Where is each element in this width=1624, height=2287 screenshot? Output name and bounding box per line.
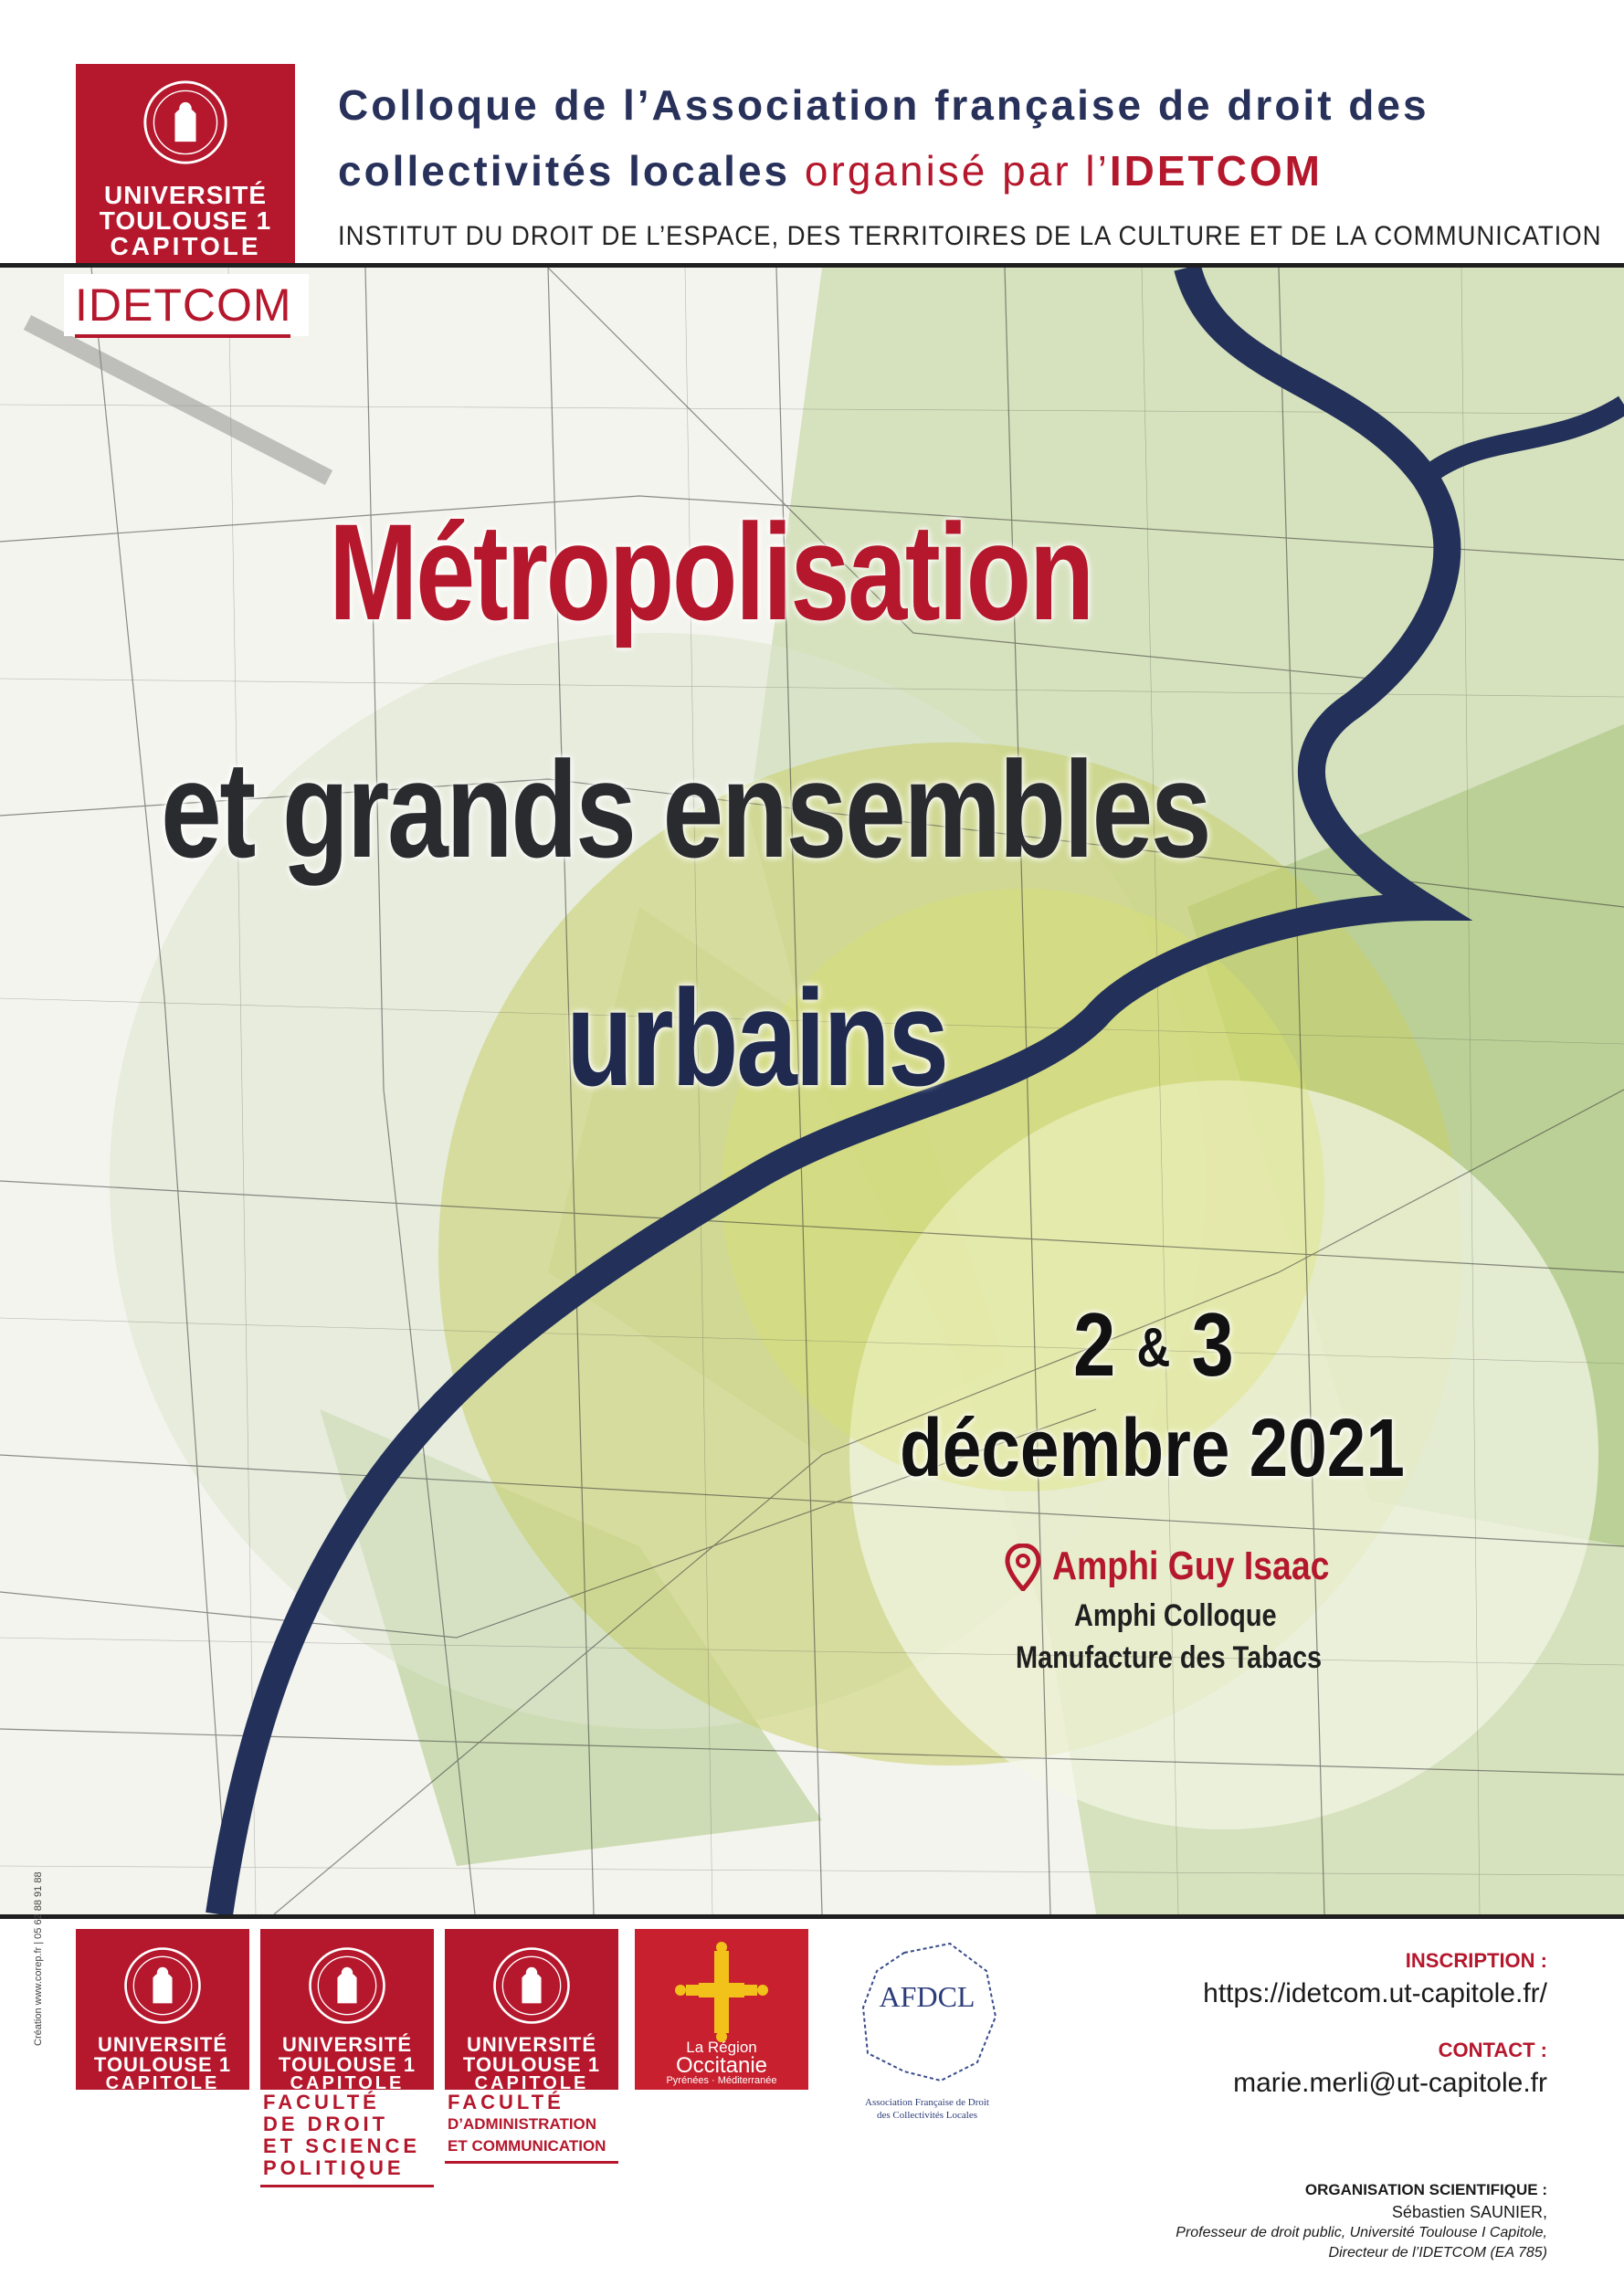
occitanie-logo xyxy=(635,1929,808,2090)
admin-faculty-l1: FACULTÉ xyxy=(448,2091,564,2113)
organisation-label: ORGANISATION SCIENTIFIQUE : xyxy=(1304,2181,1547,2198)
footer-logo-2-l3: CAPITOLE xyxy=(290,2073,405,2093)
admin-faculty-text xyxy=(448,2092,606,2157)
footer-logo-law-faculty xyxy=(260,1929,434,2093)
footer-logo-admin-faculty xyxy=(445,1929,618,2093)
header-institute: INSTITUT DU DROIT DE L’ESPACE, DES TERRITOIRES DE LA CULTURE ET DE LA COMMUNICATION xyxy=(338,221,1602,251)
footer-logo-1-l2: TOULOUSE 1 xyxy=(93,2053,232,2076)
university-seal-icon xyxy=(122,1945,203,2026)
idetcom-underline xyxy=(75,334,290,338)
occitanie-l1: La Région xyxy=(686,2039,757,2056)
header-line-2-idetcom: IDETCOM xyxy=(1109,147,1323,195)
footer-divider xyxy=(0,1914,1624,1919)
logo-line-2: TOULOUSE 1 xyxy=(99,206,272,235)
footer-logo-2-l1: UNIVERSITÉ xyxy=(281,2033,413,2056)
location-pin-icon xyxy=(1005,1544,1041,1591)
law-faculty-underline xyxy=(260,2185,434,2187)
inscription-link[interactable]: https://idetcom.ut-capitole.fr/ xyxy=(1203,1978,1547,2008)
header-divider xyxy=(0,263,1624,268)
law-faculty-l4: POLITIQUE xyxy=(263,2156,405,2179)
contact-email-link[interactable]: marie.merli@ut-capitole.fr xyxy=(1233,2068,1547,2098)
organiser-name: Sébastien SAUNIER, xyxy=(1391,2203,1547,2221)
university-seal-icon xyxy=(307,1945,387,2026)
venue-building: Manufacture des Tabacs xyxy=(1016,1640,1323,1675)
footer-logo-university xyxy=(76,1929,249,2093)
event-month-year: décembre 2021 xyxy=(900,1403,1405,1494)
contact-label: CONTACT : xyxy=(1438,2039,1547,2061)
footer-logo-2-l2: TOULOUSE 1 xyxy=(278,2053,417,2076)
header-line-1: Colloque de l’Association française de droit des xyxy=(338,81,1429,129)
design-credit: Création www.corep.fr | 05 62 88 91 88 xyxy=(33,1871,44,2046)
university-logo xyxy=(76,64,295,263)
day-a: 2 xyxy=(1073,1294,1116,1395)
footer-logo-3-l3: CAPITOLE xyxy=(474,2073,589,2093)
logo-line-3: CAPITOLE xyxy=(110,232,261,260)
header-line-2 xyxy=(338,146,1323,195)
day-amp: & xyxy=(1136,1317,1171,1378)
venue-room: Amphi Guy Isaac xyxy=(1052,1544,1330,1588)
law-faculty-l2: DE DROIT xyxy=(263,2113,389,2135)
organiser-title-2: Directeur de l’IDETCOM (EA 785) xyxy=(1328,2245,1547,2261)
idetcom-logo-text: IDETCOM xyxy=(75,279,292,331)
occitanie-l2: Occitanie xyxy=(675,2053,768,2078)
university-seal-icon xyxy=(142,79,229,166)
occitanie-l3: Pyrénées · Méditerranée xyxy=(666,2075,777,2086)
occitan-cross-icon xyxy=(662,1942,781,2042)
footer-logo-1-l3: CAPITOLE xyxy=(105,2073,220,2093)
header-line-2-dark: collectivités locales xyxy=(338,147,791,195)
footer-logo-3-l1: UNIVERSITÉ xyxy=(466,2033,597,2056)
inscription-label: INSCRIPTION : xyxy=(1405,1949,1547,1972)
title-line-2: et grands ensembles xyxy=(161,732,1210,886)
law-faculty-l1: FACULTÉ xyxy=(263,2091,380,2113)
admin-faculty-l3: ET COMMUNICATION xyxy=(448,2137,606,2155)
header-line-2-red: organisé par l’ xyxy=(804,147,1110,195)
afdcl-logo xyxy=(836,1934,1018,2135)
footer-logo-1-l1: UNIVERSITÉ xyxy=(97,2033,228,2056)
day-b: 3 xyxy=(1191,1294,1234,1395)
title-line-1: Métropolisation xyxy=(329,495,1092,648)
title-line-3: urbains xyxy=(566,961,947,1114)
afdcl-sub2: des Collectivités Locales xyxy=(877,2110,977,2121)
logo-line-1: UNIVERSITÉ xyxy=(103,181,268,209)
university-seal-icon xyxy=(491,1945,572,2026)
afdcl-name: AFDCL xyxy=(879,1980,975,2013)
venue-room-2: Amphi Colloque xyxy=(1074,1598,1277,1633)
afdcl-sub1: Association Française de Droit xyxy=(865,2097,989,2108)
admin-faculty-underline xyxy=(445,2161,618,2164)
law-faculty-text xyxy=(263,2092,420,2179)
admin-faculty-l2: D’ADMINISTRATION xyxy=(448,2115,597,2133)
event-days xyxy=(1073,1293,1234,1396)
organiser-title-1: Professeur de droit public, Université Toulouse I Capitole, xyxy=(1176,2225,1547,2240)
footer-logo-3-l2: TOULOUSE 1 xyxy=(462,2053,601,2076)
law-faculty-l3: ET SCIENCE xyxy=(263,2134,421,2157)
